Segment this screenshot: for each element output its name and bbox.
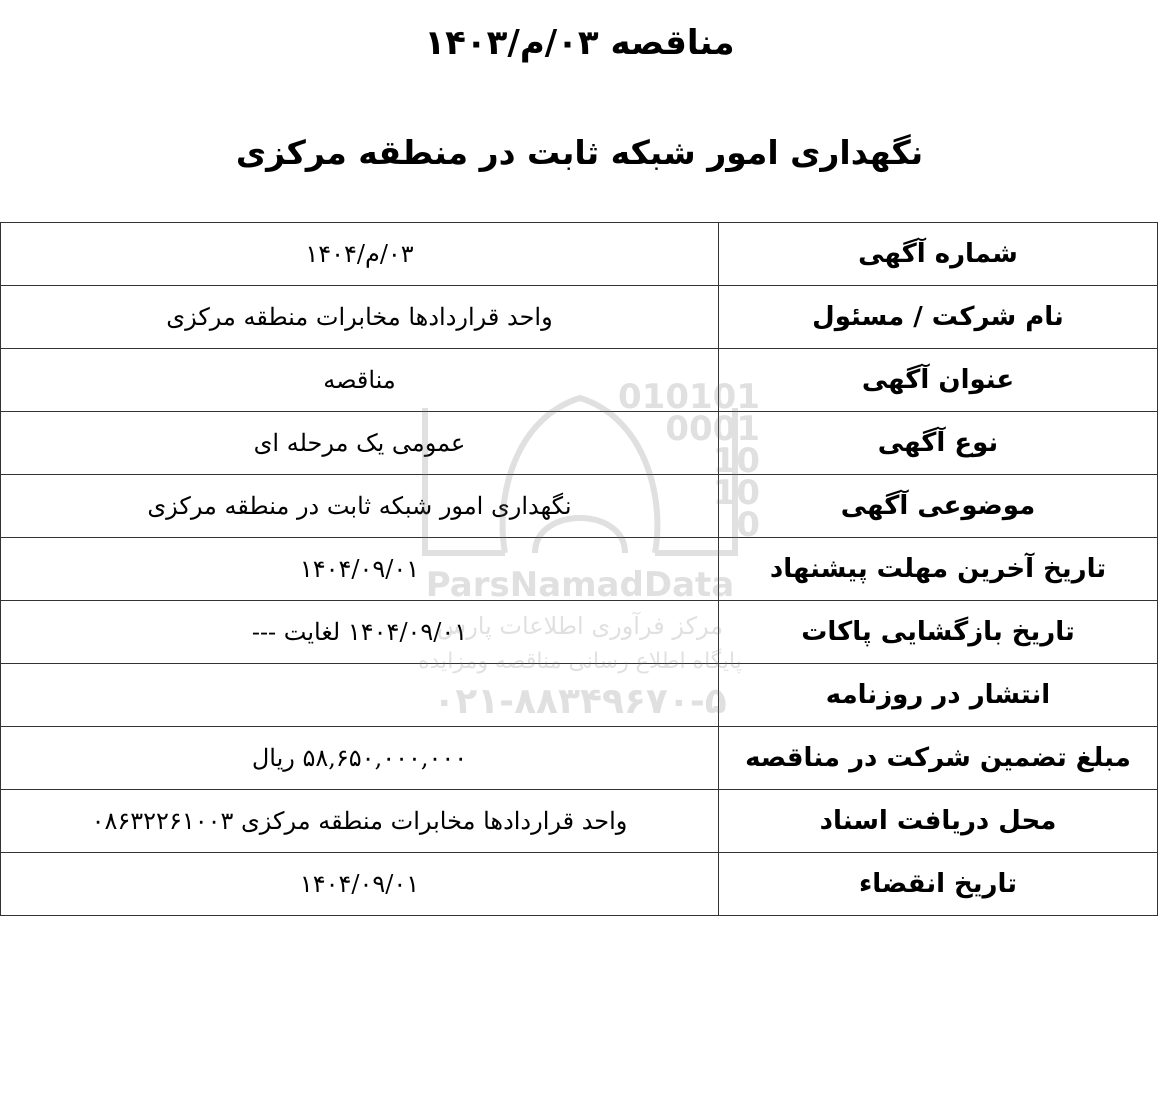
watermark-binary-5: 0 xyxy=(736,505,760,545)
row-label: محل دریافت اسناد xyxy=(719,790,1158,853)
row-value: ۱۴۰۴/۰۹/۰۱ xyxy=(1,538,719,601)
row-label: شماره آگهی xyxy=(719,223,1158,286)
row-value: نگهداری امور شبکه ثابت در منطقه مرکزی xyxy=(1,475,719,538)
table-row xyxy=(1,475,1158,538)
table-row xyxy=(1,790,1158,853)
watermark-binary-1: 010101 xyxy=(618,378,760,417)
table-row xyxy=(1,412,1158,475)
table-row xyxy=(1,727,1158,790)
tender-number-heading: مناقصه ۰۳/م/۱۴۰۳ xyxy=(424,23,735,63)
watermark-binary-2: 0001 xyxy=(665,409,760,449)
watermark-phone: ۰۲۱-۸۸۳۴۹۶۷۰-۵ xyxy=(433,681,727,722)
row-value: ۱۴۰۴/۰۹/۰۱ لغایت --- xyxy=(1,601,719,664)
table-row xyxy=(1,538,1158,601)
row-value: مناقصه xyxy=(1,349,719,412)
row-value: ۰۳/م/۱۴۰۴ xyxy=(1,223,719,286)
row-value: ۵۸,۶۵۰,۰۰۰,۰۰۰ ریال xyxy=(1,727,719,790)
row-value xyxy=(1,664,719,727)
row-label: نوع آگهی xyxy=(719,412,1158,475)
row-label: تاریخ بازگشایی پاکات xyxy=(719,601,1158,664)
table-row xyxy=(1,223,1158,286)
row-label: موضوعی آگهی xyxy=(719,475,1158,538)
tender-info-table xyxy=(0,222,1158,916)
row-label: تاریخ آخرین مهلت پیشنهاد xyxy=(719,538,1158,601)
row-value: ۱۴۰۴/۰۹/۰۱ xyxy=(1,853,719,916)
table-row xyxy=(1,601,1158,664)
row-value: واحد قراردادها مخابرات منطقه مرکزی ۰۸۶۳۲۲۶۱۰۰۳ xyxy=(1,790,719,853)
table-row xyxy=(1,853,1158,916)
watermark-line1: مرکز فرآوری اطلاعات پارس xyxy=(436,612,724,640)
table-row xyxy=(1,349,1158,412)
watermark-brand: ParsNamadData xyxy=(425,565,735,605)
watermark-line2: پایگاه اطلاع رسانی مناقصه ومزایده xyxy=(418,649,742,674)
table-row xyxy=(1,664,1158,727)
tender-title-heading: نگهداری امور شبکه ثابت در منطقه مرکزی xyxy=(235,133,924,172)
watermark-binary-3: 10 xyxy=(712,441,760,481)
row-label: عنوان آگهی xyxy=(719,349,1158,412)
table-row xyxy=(1,286,1158,349)
row-label: انتشار در روزنامه xyxy=(719,664,1158,727)
row-label: تاریخ انقضاء xyxy=(719,853,1158,916)
row-label: مبلغ تضمین شرکت در مناقصه xyxy=(719,727,1158,790)
row-value: عمومی یک مرحله ای xyxy=(1,412,719,475)
row-value: واحد قراردادها مخابرات منطقه مرکزی xyxy=(1,286,719,349)
row-label: نام شرکت / مسئول xyxy=(719,286,1158,349)
watermark-binary-4: 10 xyxy=(712,473,760,513)
